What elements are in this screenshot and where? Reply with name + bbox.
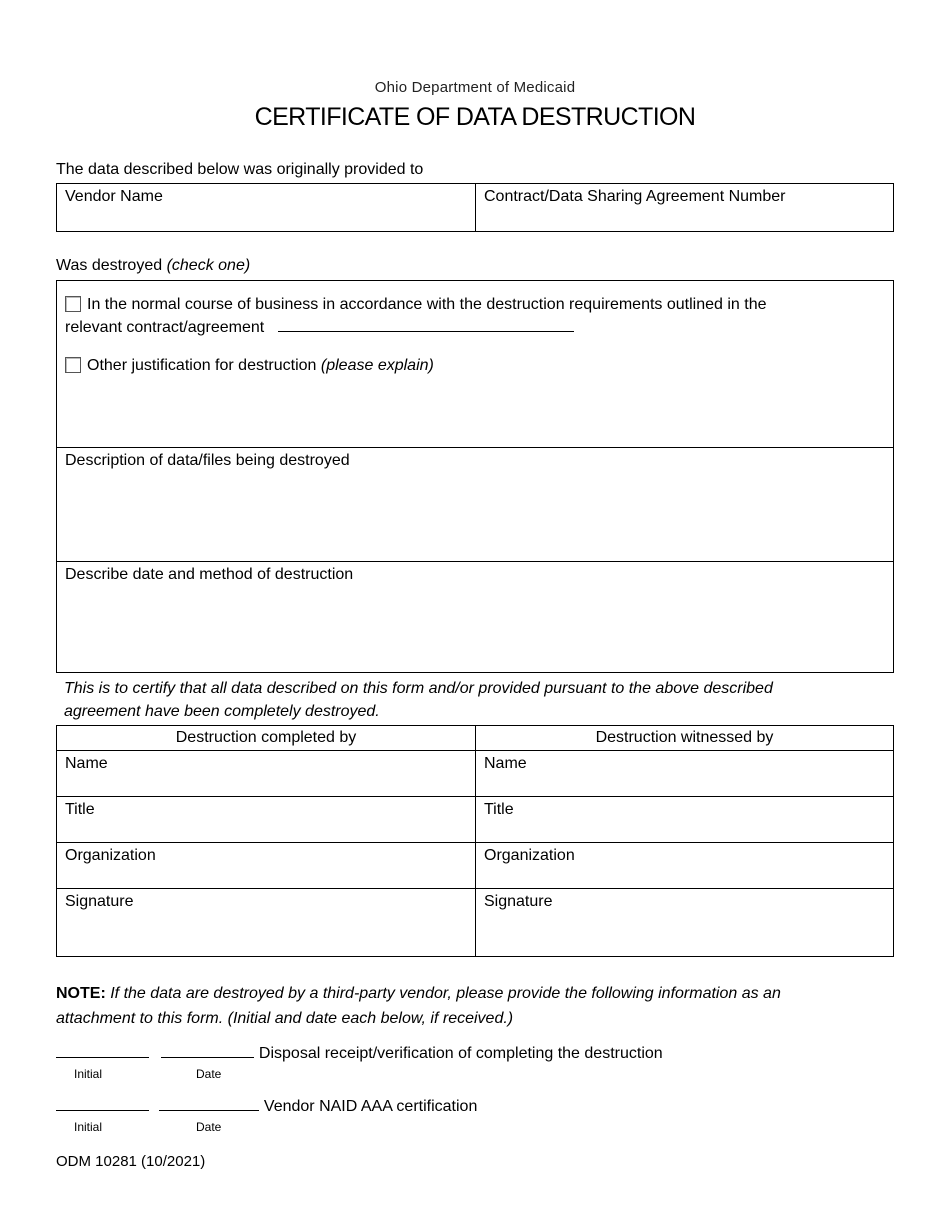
other-justification-checkbox[interactable]	[65, 357, 81, 373]
attachment-disposal-receipt: Disposal receipt/verification of completing the destruction	[56, 1043, 663, 1063]
destroyed-label: Was destroyed (check one)	[56, 257, 251, 274]
agreement-reference-blank[interactable]	[278, 317, 574, 332]
name-label: Name	[65, 755, 108, 772]
form-number: ODM 10281 (10/2021)	[56, 1153, 206, 1170]
initial-caption: Initial	[74, 1067, 103, 1081]
agreement-number-field[interactable]	[476, 184, 893, 231]
witnessed-by-name-field[interactable]	[476, 751, 893, 796]
option-other-justification: Other justification for destruction (please explain)	[65, 357, 434, 375]
vendor-info-table	[56, 183, 894, 232]
agency-name: Ohio Department of Medicaid	[374, 79, 576, 96]
signature-table	[56, 725, 894, 957]
witnessed-by-header: Destruction witnessed by	[595, 729, 774, 746]
completed-by-signature-field[interactable]	[57, 889, 475, 956]
agreement-number-label: Contract/Data Sharing Agreement Number	[484, 188, 786, 205]
vendor-name-label: Vendor Name	[65, 188, 163, 205]
witnessed-by-signature-field[interactable]	[476, 889, 893, 956]
normal-course-checkbox[interactable]	[65, 296, 81, 312]
destruction-method-label: Describe date and method of destruction	[65, 566, 354, 583]
data-description-field[interactable]	[57, 448, 893, 561]
provided-to-intro: The data described below was originally provided to	[56, 161, 424, 178]
completed-by-organization-field[interactable]	[57, 843, 475, 888]
witnessed-by-organization-field[interactable]	[476, 843, 893, 888]
witnessed-by-title-field[interactable]	[476, 797, 893, 842]
initial-caption: Initial	[74, 1120, 103, 1134]
signature-label: Signature	[65, 893, 134, 910]
name-label: Name	[484, 755, 527, 772]
title-label: Title	[484, 801, 514, 818]
organization-label: Organization	[65, 847, 156, 864]
naid-initial-blank[interactable]	[56, 1096, 149, 1111]
vendor-name-field[interactable]	[57, 184, 475, 231]
date-caption: Date	[196, 1067, 222, 1081]
data-description-label: Description of data/files being destroyed	[65, 452, 350, 469]
organization-label: Organization	[484, 847, 575, 864]
note-label: NOTE:	[56, 985, 106, 1002]
disposal-receipt-initial-blank[interactable]	[56, 1043, 149, 1058]
destruction-details-table	[56, 280, 894, 673]
completed-by-header: Destruction completed by	[175, 729, 357, 746]
naid-date-blank[interactable]	[159, 1096, 259, 1111]
option-normal-course: In the normal course of business in accordance with the destruction requirements outlined in the relevant contract/agreement	[65, 296, 767, 336]
other-justification-explanation[interactable]	[57, 381, 893, 447]
destruction-method-field[interactable]	[57, 562, 893, 672]
attachment-naid-certification: Vendor NAID AAA certification	[56, 1096, 477, 1116]
completed-by-title-field[interactable]	[57, 797, 475, 842]
form-title: CERTIFICATE OF DATA DESTRUCTION	[254, 103, 696, 131]
disposal-receipt-date-blank[interactable]	[161, 1043, 254, 1058]
certification-statement: This is to certify that all data described on this form and/or provided pursuant to the above described agreement have been completely destroyed.	[64, 680, 773, 720]
completed-by-name-field[interactable]	[57, 751, 475, 796]
date-caption: Date	[196, 1120, 222, 1134]
signature-label: Signature	[484, 893, 553, 910]
third-party-note: NOTE: If the data are destroyed by a third-party vendor, please provide the following information as an attachment to this form. (Initial and date each below, if received.)	[56, 985, 781, 1027]
title-label: Title	[65, 801, 95, 818]
